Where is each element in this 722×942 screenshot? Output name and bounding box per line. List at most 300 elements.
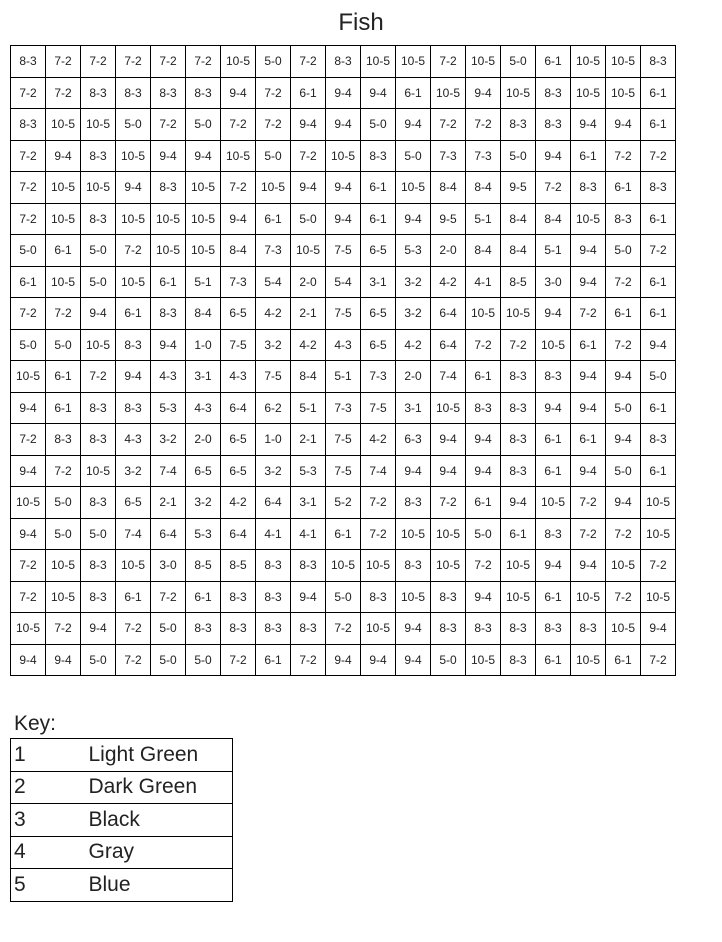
grid-cell: 5-1 bbox=[466, 203, 501, 235]
grid-cell: 8-3 bbox=[571, 613, 606, 645]
grid-cell: 10-5 bbox=[361, 613, 396, 645]
grid-cell: 5-0 bbox=[606, 455, 641, 487]
grid-cell: 7-2 bbox=[81, 46, 116, 78]
key-color-name: Dark Green bbox=[80, 771, 233, 804]
grid-cell: 8-3 bbox=[221, 613, 256, 645]
grid-cell: 2-0 bbox=[291, 266, 326, 298]
grid-cell: 7-2 bbox=[151, 46, 186, 78]
grid-row bbox=[11, 424, 676, 456]
grid-cell: 10-5 bbox=[641, 518, 676, 550]
grid-row bbox=[11, 109, 676, 141]
grid-cell: 9-4 bbox=[221, 77, 256, 109]
grid-cell: 8-3 bbox=[501, 644, 536, 676]
grid-cell: 9-5 bbox=[431, 203, 466, 235]
grid-cell: 7-2 bbox=[221, 644, 256, 676]
grid-cell: 10-5 bbox=[431, 392, 466, 424]
grid-cell: 7-2 bbox=[466, 329, 501, 361]
grid-cell: 6-1 bbox=[291, 77, 326, 109]
grid-cell: 2-0 bbox=[431, 235, 466, 267]
grid-cell: 6-1 bbox=[571, 140, 606, 172]
grid-cell: 5-0 bbox=[81, 644, 116, 676]
grid-cell: 8-3 bbox=[501, 424, 536, 456]
grid-cell: 8-3 bbox=[256, 581, 291, 613]
key-color-name: Gray bbox=[80, 836, 233, 869]
grid-cell: 7-2 bbox=[466, 550, 501, 582]
key-row bbox=[11, 771, 233, 804]
grid-cell: 5-0 bbox=[326, 581, 361, 613]
grid-cell: 8-3 bbox=[641, 424, 676, 456]
grid-cell: 10-5 bbox=[466, 644, 501, 676]
grid-cell: 5-1 bbox=[536, 235, 571, 267]
grid-cell: 7-2 bbox=[46, 613, 81, 645]
grid-cell: 9-4 bbox=[466, 424, 501, 456]
grid-cell: 8-3 bbox=[81, 487, 116, 519]
grid-cell: 8-3 bbox=[396, 487, 431, 519]
grid-cell: 10-5 bbox=[606, 613, 641, 645]
grid-cell: 8-3 bbox=[501, 613, 536, 645]
grid-cell: 6-1 bbox=[466, 487, 501, 519]
grid-cell: 3-1 bbox=[291, 487, 326, 519]
grid-cell: 6-1 bbox=[571, 424, 606, 456]
grid-cell: 6-1 bbox=[46, 235, 81, 267]
grid-cell: 5-0 bbox=[256, 46, 291, 78]
key-row bbox=[11, 869, 233, 902]
grid-cell: 9-4 bbox=[326, 109, 361, 141]
grid-cell: 6-1 bbox=[606, 172, 641, 204]
grid-cell: 6-1 bbox=[536, 455, 571, 487]
grid-cell: 6-4 bbox=[431, 298, 466, 330]
grid-cell: 9-4 bbox=[396, 455, 431, 487]
grid-cell: 7-2 bbox=[641, 235, 676, 267]
grid-cell: 7-2 bbox=[221, 109, 256, 141]
grid-cell: 6-1 bbox=[641, 266, 676, 298]
grid-cell: 6-1 bbox=[641, 392, 676, 424]
grid-cell: 5-0 bbox=[11, 235, 46, 267]
grid-cell: 6-1 bbox=[641, 298, 676, 330]
grid-cell: 5-0 bbox=[466, 518, 501, 550]
grid-cell: 7-2 bbox=[81, 361, 116, 393]
grid-cell: 10-5 bbox=[571, 581, 606, 613]
puzzle-grid bbox=[10, 45, 676, 676]
grid-cell: 10-5 bbox=[81, 172, 116, 204]
grid-cell: 8-3 bbox=[536, 361, 571, 393]
grid-row bbox=[11, 644, 676, 676]
grid-cell: 9-4 bbox=[396, 203, 431, 235]
grid-cell: 7-2 bbox=[431, 46, 466, 78]
grid-cell: 4-3 bbox=[221, 361, 256, 393]
grid-cell: 8-3 bbox=[291, 613, 326, 645]
grid-cell: 10-5 bbox=[46, 203, 81, 235]
grid-cell: 10-5 bbox=[466, 46, 501, 78]
grid-row bbox=[11, 613, 676, 645]
grid-cell: 10-5 bbox=[641, 581, 676, 613]
grid-row bbox=[11, 172, 676, 204]
grid-cell: 8-3 bbox=[151, 298, 186, 330]
grid-cell: 5-0 bbox=[186, 644, 221, 676]
grid-cell: 5-0 bbox=[396, 140, 431, 172]
grid-cell: 10-5 bbox=[571, 203, 606, 235]
grid-cell: 2-1 bbox=[151, 487, 186, 519]
grid-cell: 8-3 bbox=[186, 613, 221, 645]
grid-cell: 8-4 bbox=[431, 172, 466, 204]
grid-row bbox=[11, 203, 676, 235]
grid-cell: 7-3 bbox=[361, 361, 396, 393]
key-number: 5 bbox=[11, 869, 80, 902]
grid-cell: 6-5 bbox=[116, 487, 151, 519]
grid-cell: 7-2 bbox=[11, 203, 46, 235]
grid-cell: 10-5 bbox=[536, 487, 571, 519]
grid-cell: 10-5 bbox=[116, 203, 151, 235]
grid-cell: 7-5 bbox=[221, 329, 256, 361]
grid-cell: 8-3 bbox=[81, 140, 116, 172]
grid-cell: 6-1 bbox=[536, 644, 571, 676]
grid-cell: 8-5 bbox=[221, 550, 256, 582]
grid-cell: 8-3 bbox=[536, 109, 571, 141]
grid-cell: 8-3 bbox=[81, 424, 116, 456]
grid-cell: 1-0 bbox=[256, 424, 291, 456]
grid-cell: 7-2 bbox=[361, 518, 396, 550]
grid-cell: 3-2 bbox=[396, 266, 431, 298]
grid-cell: 3-0 bbox=[536, 266, 571, 298]
grid-cell: 8-3 bbox=[81, 203, 116, 235]
grid-cell: 9-4 bbox=[536, 298, 571, 330]
grid-cell: 7-2 bbox=[256, 77, 291, 109]
grid-cell: 4-2 bbox=[221, 487, 256, 519]
grid-cell: 9-4 bbox=[571, 109, 606, 141]
key-title: Key: bbox=[14, 712, 57, 735]
grid-cell: 5-0 bbox=[186, 109, 221, 141]
grid-cell: 8-3 bbox=[536, 613, 571, 645]
grid-cell: 8-3 bbox=[536, 518, 571, 550]
key-row bbox=[11, 836, 233, 869]
grid-cell: 6-1 bbox=[361, 203, 396, 235]
grid-cell: 9-4 bbox=[361, 644, 396, 676]
grid-cell: 8-3 bbox=[396, 550, 431, 582]
grid-cell: 5-0 bbox=[81, 518, 116, 550]
grid-cell: 7-4 bbox=[116, 518, 151, 550]
grid-cell: 7-2 bbox=[641, 140, 676, 172]
grid-cell: 8-3 bbox=[256, 613, 291, 645]
grid-cell: 8-3 bbox=[606, 203, 641, 235]
grid-cell: 10-5 bbox=[361, 550, 396, 582]
grid-row bbox=[11, 235, 676, 267]
grid-cell: 10-5 bbox=[46, 266, 81, 298]
grid-cell: 6-1 bbox=[571, 329, 606, 361]
grid-cell: 7-3 bbox=[431, 140, 466, 172]
grid-cell: 10-5 bbox=[46, 109, 81, 141]
grid-cell: 8-3 bbox=[466, 392, 501, 424]
grid-cell: 8-3 bbox=[501, 361, 536, 393]
grid-cell: 10-5 bbox=[186, 172, 221, 204]
grid-cell: 6-1 bbox=[46, 361, 81, 393]
grid-row bbox=[11, 298, 676, 330]
key-number: 4 bbox=[11, 836, 80, 869]
grid-cell: 9-4 bbox=[571, 235, 606, 267]
grid-cell: 10-5 bbox=[501, 581, 536, 613]
grid-cell: 10-5 bbox=[81, 329, 116, 361]
grid-cell: 8-3 bbox=[361, 581, 396, 613]
grid-cell: 7-2 bbox=[116, 613, 151, 645]
grid-cell: 3-2 bbox=[256, 455, 291, 487]
grid-cell: 7-5 bbox=[326, 298, 361, 330]
grid-cell: 9-4 bbox=[571, 550, 606, 582]
grid-cell: 6-1 bbox=[361, 172, 396, 204]
grid-cell: 10-5 bbox=[536, 329, 571, 361]
grid-cell: 9-4 bbox=[466, 77, 501, 109]
grid-cell: 4-3 bbox=[151, 361, 186, 393]
grid-cell: 7-3 bbox=[466, 140, 501, 172]
grid-row bbox=[11, 266, 676, 298]
key-row bbox=[11, 739, 233, 772]
grid-cell: 5-0 bbox=[46, 487, 81, 519]
grid-cell: 9-4 bbox=[151, 140, 186, 172]
grid-cell: 7-5 bbox=[256, 361, 291, 393]
grid-cell: 10-5 bbox=[501, 298, 536, 330]
grid-cell: 9-4 bbox=[396, 644, 431, 676]
grid-cell: 6-1 bbox=[641, 455, 676, 487]
grid-cell: 10-5 bbox=[606, 77, 641, 109]
grid-cell: 7-2 bbox=[151, 109, 186, 141]
grid-cell: 6-1 bbox=[116, 298, 151, 330]
grid-cell: 8-5 bbox=[501, 266, 536, 298]
grid-cell: 6-2 bbox=[256, 392, 291, 424]
grid-cell: 9-4 bbox=[641, 329, 676, 361]
grid-cell: 9-4 bbox=[326, 77, 361, 109]
grid-cell: 7-2 bbox=[291, 644, 326, 676]
grid-cell: 5-0 bbox=[116, 109, 151, 141]
grid-cell: 7-2 bbox=[46, 46, 81, 78]
grid-cell: 8-3 bbox=[641, 46, 676, 78]
grid-cell: 10-5 bbox=[116, 140, 151, 172]
grid-cell: 10-5 bbox=[46, 172, 81, 204]
grid-cell: 6-1 bbox=[151, 266, 186, 298]
grid-cell: 7-3 bbox=[221, 266, 256, 298]
grid-cell: 8-3 bbox=[571, 172, 606, 204]
grid-cell: 10-5 bbox=[641, 487, 676, 519]
grid-cell: 10-5 bbox=[501, 550, 536, 582]
grid-cell: 7-5 bbox=[326, 455, 361, 487]
grid-cell: 7-2 bbox=[501, 329, 536, 361]
grid-cell: 4-2 bbox=[291, 329, 326, 361]
grid-cell: 10-5 bbox=[396, 518, 431, 550]
grid-cell: 5-0 bbox=[431, 644, 466, 676]
grid-cell: 9-4 bbox=[536, 392, 571, 424]
grid-cell: 8-4 bbox=[501, 203, 536, 235]
grid-cell: 10-5 bbox=[81, 109, 116, 141]
grid-cell: 6-5 bbox=[361, 329, 396, 361]
grid-cell: 10-5 bbox=[256, 172, 291, 204]
grid-cell: 7-2 bbox=[571, 518, 606, 550]
grid-cell: 6-4 bbox=[221, 518, 256, 550]
grid-cell: 6-5 bbox=[361, 298, 396, 330]
grid-cell: 8-3 bbox=[291, 550, 326, 582]
grid-cell: 5-0 bbox=[81, 266, 116, 298]
grid-cell: 6-1 bbox=[641, 77, 676, 109]
grid-cell: 9-4 bbox=[431, 424, 466, 456]
grid-cell: 3-2 bbox=[116, 455, 151, 487]
grid-cell: 8-3 bbox=[11, 46, 46, 78]
grid-cell: 10-5 bbox=[151, 203, 186, 235]
grid-cell: 10-5 bbox=[291, 235, 326, 267]
grid-cell: 8-3 bbox=[11, 109, 46, 141]
grid-cell: 7-2 bbox=[606, 140, 641, 172]
grid-cell: 9-4 bbox=[571, 392, 606, 424]
grid-cell: 5-3 bbox=[186, 518, 221, 550]
grid-cell: 8-4 bbox=[466, 235, 501, 267]
grid-cell: 10-5 bbox=[186, 235, 221, 267]
grid-cell: 9-4 bbox=[606, 424, 641, 456]
grid-cell: 2-0 bbox=[396, 361, 431, 393]
grid-cell: 8-5 bbox=[186, 550, 221, 582]
grid-cell: 7-2 bbox=[291, 46, 326, 78]
grid-cell: 9-4 bbox=[466, 581, 501, 613]
grid-cell: 10-5 bbox=[396, 581, 431, 613]
grid-cell: 10-5 bbox=[326, 550, 361, 582]
grid-cell: 9-4 bbox=[291, 109, 326, 141]
grid-cell: 7-5 bbox=[326, 235, 361, 267]
puzzle-grid-body bbox=[11, 46, 676, 676]
grid-cell: 10-5 bbox=[571, 77, 606, 109]
grid-cell: 8-3 bbox=[151, 77, 186, 109]
grid-cell: 10-5 bbox=[501, 77, 536, 109]
grid-cell: 10-5 bbox=[11, 487, 46, 519]
key-color-name: Light Green bbox=[80, 739, 233, 772]
grid-cell: 10-5 bbox=[431, 77, 466, 109]
grid-cell: 5-1 bbox=[291, 392, 326, 424]
grid-cell: 8-4 bbox=[536, 203, 571, 235]
grid-cell: 8-4 bbox=[186, 298, 221, 330]
grid-cell: 8-4 bbox=[221, 235, 256, 267]
grid-cell: 5-3 bbox=[151, 392, 186, 424]
grid-cell: 9-4 bbox=[326, 644, 361, 676]
grid-cell: 9-4 bbox=[361, 77, 396, 109]
grid-cell: 8-3 bbox=[116, 77, 151, 109]
grid-cell: 7-4 bbox=[431, 361, 466, 393]
grid-cell: 4-2 bbox=[431, 266, 466, 298]
grid-cell: 8-3 bbox=[81, 77, 116, 109]
grid-cell: 10-5 bbox=[606, 550, 641, 582]
grid-cell: 6-5 bbox=[221, 424, 256, 456]
grid-cell: 6-4 bbox=[431, 329, 466, 361]
key-color-name: Blue bbox=[80, 869, 233, 902]
grid-cell: 6-1 bbox=[641, 203, 676, 235]
grid-cell: 8-3 bbox=[116, 329, 151, 361]
grid-cell: 6-5 bbox=[361, 235, 396, 267]
grid-cell: 9-4 bbox=[11, 644, 46, 676]
grid-cell: 7-2 bbox=[641, 550, 676, 582]
grid-row bbox=[11, 140, 676, 172]
grid-cell: 9-4 bbox=[431, 455, 466, 487]
grid-cell: 5-0 bbox=[501, 46, 536, 78]
grid-cell: 5-4 bbox=[326, 266, 361, 298]
grid-cell: 9-4 bbox=[46, 140, 81, 172]
grid-cell: 6-1 bbox=[536, 46, 571, 78]
grid-cell: 10-5 bbox=[431, 550, 466, 582]
grid-cell: 8-3 bbox=[501, 109, 536, 141]
grid-cell: 10-5 bbox=[11, 361, 46, 393]
grid-cell: 8-3 bbox=[501, 392, 536, 424]
grid-cell: 10-5 bbox=[606, 46, 641, 78]
grid-cell: 9-4 bbox=[291, 172, 326, 204]
grid-cell: 4-2 bbox=[361, 424, 396, 456]
grid-cell: 6-1 bbox=[641, 109, 676, 141]
grid-cell: 6-1 bbox=[116, 581, 151, 613]
grid-cell: 8-3 bbox=[81, 550, 116, 582]
grid-cell: 6-1 bbox=[501, 518, 536, 550]
grid-cell: 7-2 bbox=[116, 235, 151, 267]
color-key-table bbox=[10, 738, 233, 902]
grid-cell: 9-4 bbox=[81, 298, 116, 330]
grid-cell: 8-3 bbox=[186, 77, 221, 109]
grid-row bbox=[11, 361, 676, 393]
grid-row bbox=[11, 518, 676, 550]
grid-cell: 10-5 bbox=[11, 613, 46, 645]
grid-cell: 5-0 bbox=[501, 140, 536, 172]
grid-cell: 7-4 bbox=[151, 455, 186, 487]
grid-cell: 4-1 bbox=[256, 518, 291, 550]
grid-cell: 5-3 bbox=[291, 455, 326, 487]
grid-cell: 7-2 bbox=[46, 455, 81, 487]
grid-cell: 7-2 bbox=[11, 550, 46, 582]
grid-cell: 7-2 bbox=[46, 77, 81, 109]
grid-cell: 4-3 bbox=[186, 392, 221, 424]
grid-cell: 7-2 bbox=[11, 172, 46, 204]
grid-cell: 5-1 bbox=[326, 361, 361, 393]
grid-row bbox=[11, 392, 676, 424]
grid-cell: 7-3 bbox=[256, 235, 291, 267]
grid-cell: 6-1 bbox=[256, 203, 291, 235]
grid-cell: 6-1 bbox=[326, 518, 361, 550]
grid-cell: 6-5 bbox=[221, 298, 256, 330]
grid-cell: 9-4 bbox=[466, 455, 501, 487]
grid-cell: 6-1 bbox=[466, 361, 501, 393]
grid-cell: 8-3 bbox=[221, 581, 256, 613]
grid-cell: 7-2 bbox=[11, 581, 46, 613]
grid-cell: 3-0 bbox=[151, 550, 186, 582]
grid-cell: 8-3 bbox=[46, 424, 81, 456]
grid-cell: 10-5 bbox=[466, 298, 501, 330]
grid-cell: 8-3 bbox=[151, 172, 186, 204]
grid-cell: 9-4 bbox=[116, 172, 151, 204]
grid-cell: 6-3 bbox=[396, 424, 431, 456]
grid-cell: 3-1 bbox=[186, 361, 221, 393]
grid-cell: 5-0 bbox=[11, 329, 46, 361]
grid-cell: 9-4 bbox=[116, 361, 151, 393]
grid-cell: 10-5 bbox=[571, 644, 606, 676]
grid-cell: 6-4 bbox=[256, 487, 291, 519]
grid-cell: 6-1 bbox=[11, 266, 46, 298]
grid-cell: 6-5 bbox=[221, 455, 256, 487]
key-number: 3 bbox=[11, 804, 80, 837]
grid-cell: 3-1 bbox=[396, 392, 431, 424]
grid-cell: 10-5 bbox=[46, 550, 81, 582]
grid-cell: 4-2 bbox=[256, 298, 291, 330]
grid-cell: 9-4 bbox=[606, 487, 641, 519]
grid-cell: 2-1 bbox=[291, 424, 326, 456]
grid-cell: 7-2 bbox=[326, 613, 361, 645]
grid-cell: 10-5 bbox=[361, 46, 396, 78]
grid-cell: 7-2 bbox=[221, 172, 256, 204]
grid-cell: 10-5 bbox=[221, 140, 256, 172]
grid-row bbox=[11, 487, 676, 519]
grid-cell: 8-3 bbox=[361, 140, 396, 172]
key-number: 1 bbox=[11, 739, 80, 772]
grid-cell: 5-0 bbox=[151, 613, 186, 645]
grid-cell: 2-1 bbox=[291, 298, 326, 330]
grid-cell: 8-3 bbox=[326, 46, 361, 78]
grid-cell: 5-0 bbox=[361, 109, 396, 141]
grid-cell: 9-4 bbox=[571, 361, 606, 393]
